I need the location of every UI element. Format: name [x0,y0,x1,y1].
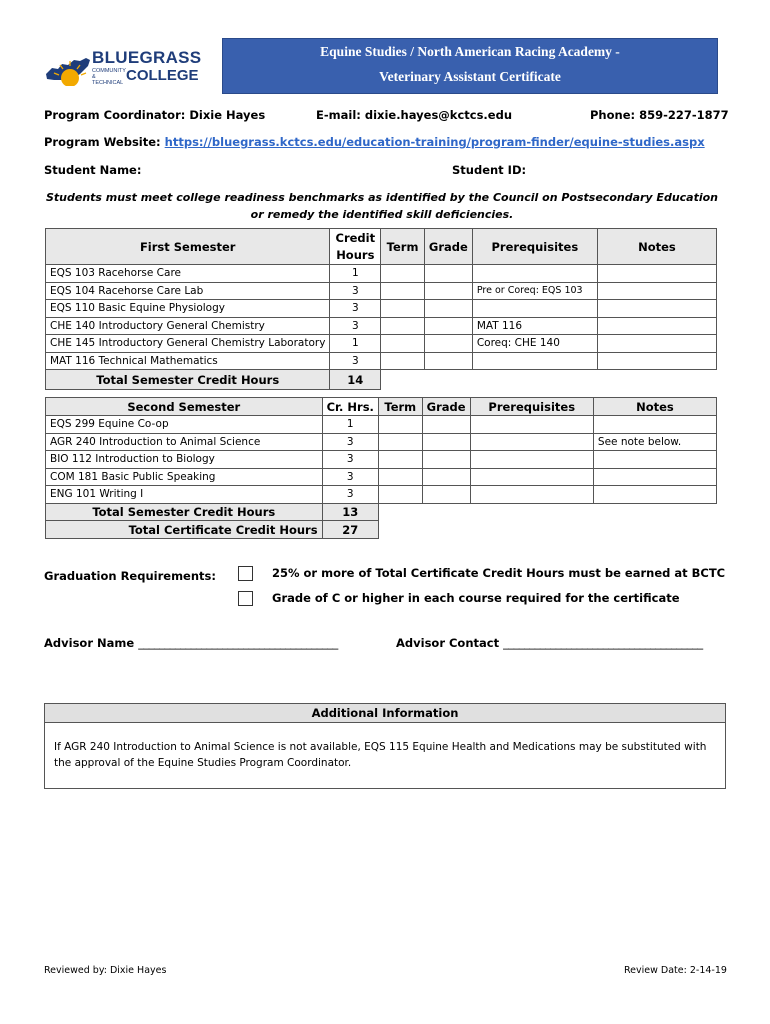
credit-hours: 3 [330,300,381,318]
prerequisite [472,352,597,370]
credit-hours: 3 [330,317,381,335]
first-semester-table [45,228,717,390]
grade-cell[interactable] [424,352,472,370]
notes-cell[interactable]: See note below. [593,433,716,451]
advisor-name-line[interactable]: ______________________________________ [138,636,338,650]
notes-header: Notes [593,398,716,416]
prerequisite [472,265,597,283]
semester-total-label: Total Semester Credit Hours [46,370,330,390]
second-semester-header: Second Semester [46,398,323,416]
table-row [46,300,717,318]
semester-total-label: Total Semester Credit Hours [46,503,323,521]
graduation-requirements-label: Graduation Requirements: [44,569,216,583]
table-row [46,265,717,283]
prerequisite [470,486,593,504]
table-row [46,416,717,434]
grade-cell[interactable] [422,486,470,504]
notes-cell[interactable] [597,265,716,283]
prerequisite: MAT 116 [472,317,597,335]
term-cell[interactable] [378,433,422,451]
notes-cell[interactable] [593,468,716,486]
semester-total-value: 14 [330,370,381,390]
term-cell[interactable] [378,486,422,504]
course-name: EQS 104 Racehorse Care Lab [46,282,330,300]
grade-cell[interactable] [424,317,472,335]
grade-cell[interactable] [424,300,472,318]
term-cell[interactable] [381,335,425,353]
program-coordinator: Program Coordinator: Dixie Hayes [44,108,266,122]
total-row [46,370,717,390]
reviewed-by: Reviewed by: Dixie Hayes [44,965,167,976]
notes-cell[interactable] [597,335,716,353]
table-row [46,486,717,504]
grade-header: Grade [422,398,470,416]
course-name: CHE 145 Introductory General Chemistry Laboratory [46,335,330,353]
notes-cell[interactable] [597,282,716,300]
notes-cell[interactable] [597,317,716,335]
prerequisite [470,433,593,451]
term-cell[interactable] [378,468,422,486]
requirement-1-text: 25% or more of Total Certificate Credit Hours must be earned at BCTC [272,566,726,580]
table-row [46,282,717,300]
table-row [46,352,717,370]
course-name: EQS 299 Equine Co-op [46,416,323,434]
kentucky-sun-icon [44,52,92,86]
grade-cell[interactable] [424,282,472,300]
additional-information-text: If AGR 240 Introduction to Animal Science is not available, EQS 115 Equine Health and Medications may be substituted with the approval of the Equine Studies Program Coordinator. [54,741,707,769]
grade-cell[interactable] [422,416,470,434]
email: E-mail: dixie.hayes@kctcs.edu [316,108,513,122]
notes-cell[interactable] [593,451,716,469]
course-name: COM 181 Basic Public Speaking [46,468,323,486]
website-label: Program Website: [44,135,161,149]
notes-header: Notes [597,229,716,265]
requirement-2-checkbox[interactable] [238,591,253,606]
title-line-1: Equine Studies / North American Racing Academy - [320,44,620,59]
certificate-total-row [46,521,717,539]
course-name: EQS 103 Racehorse Care [46,265,330,283]
semester-total-value: 13 [322,503,378,521]
credit-hours: 3 [330,282,381,300]
course-name: MAT 116 Technical Mathematics [46,352,330,370]
additional-information-box [44,703,726,789]
title-line-2: Veterinary Assistant Certificate [379,69,561,84]
credit-hours: 3 [330,352,381,370]
review-date: Review Date: 2-14-19 [624,965,727,976]
credit-hours: 3 [322,433,378,451]
table-row [46,433,717,451]
grade-cell[interactable] [424,335,472,353]
grade-cell[interactable] [422,433,470,451]
advisor-name [44,636,338,650]
prerequisites-header: Prerequisites [470,398,593,416]
credit-hours: 3 [322,451,378,469]
notes-cell[interactable] [593,416,716,434]
readiness-note-line-2: or remedy the identified skill deficiencies. [250,208,514,221]
prerequisite [472,300,597,318]
course-name: EQS 110 Basic Equine Physiology [46,300,330,318]
second-semester-table [45,397,717,539]
course-name: ENG 101 Writing I [46,486,323,504]
credit-hours: 1 [330,335,381,353]
credit-hours-header: Cr. Hrs. [322,398,378,416]
advisor-contact-line[interactable]: ______________________________________ [503,636,703,650]
term-header: Term [381,229,425,265]
term-cell[interactable] [381,300,425,318]
credit-hours: 3 [322,486,378,504]
first-semester-header: First Semester [46,229,330,265]
prerequisite: Coreq: CHE 140 [472,335,597,353]
certificate-total-value: 27 [322,521,378,539]
term-cell[interactable] [378,451,422,469]
grade-cell[interactable] [422,451,470,469]
term-cell[interactable] [378,416,422,434]
advisor-contact-label: Advisor Contact [396,636,500,650]
requirement-1-checkbox[interactable] [238,566,253,581]
credit-hours: 1 [322,416,378,434]
prerequisite [470,451,593,469]
prerequisite [470,468,593,486]
logo-name: BLUEGRASS [92,48,202,67]
total-row [46,503,717,521]
phone: Phone: 859-227-1877 [590,108,729,122]
term-cell[interactable] [381,317,425,335]
website-link[interactable]: https://bluegrass.kctcs.edu/education-training/program-finder/equine-studies.aspx [164,135,705,149]
advisor-name-label: Advisor Name [44,636,135,650]
program-website [44,135,705,149]
term-header: Term [378,398,422,416]
credit-hours: 3 [322,468,378,486]
course-name: BIO 112 Introduction to Biology [46,451,323,469]
term-cell[interactable] [381,282,425,300]
title-banner [222,38,718,94]
additional-information-header: Additional Information [45,704,725,723]
grade-header: Grade [424,229,472,265]
requirement-2-text: Grade of C or higher in each course required for the certificate [272,591,680,605]
college-logo [44,48,212,88]
logo-subtitle: COMMUNITY & TECHNICAL [92,68,126,86]
course-name: AGR 240 Introduction to Animal Science [46,433,323,451]
notes-cell[interactable] [597,300,716,318]
prerequisite [470,416,593,434]
readiness-note-line-1: Students must meet college readiness benchmarks as identified by the Council on Postsecondary Education [45,191,719,204]
notes-cell[interactable] [593,486,716,504]
term-cell[interactable] [381,352,425,370]
table-row [46,451,717,469]
notes-cell[interactable] [597,352,716,370]
table-row [46,317,717,335]
certificate-total-label: Total Certificate Credit Hours [46,521,323,539]
credit-hours-header: Credit Hours [330,229,381,265]
credit-hours: 1 [330,265,381,283]
student-name-label: Student Name: [44,163,142,177]
prerequisites-header: Prerequisites [472,229,597,265]
advisor-contact [396,636,703,650]
grade-cell[interactable] [424,265,472,283]
grade-cell[interactable] [422,468,470,486]
course-name: CHE 140 Introductory General Chemistry [46,317,330,335]
readiness-note [44,189,720,223]
student-id-label: Student ID: [452,163,527,177]
table-row [46,468,717,486]
term-cell[interactable] [381,265,425,283]
prerequisite: Pre or Coreq: EQS 103 [472,282,597,300]
logo-college: COLLEGE [126,67,199,84]
table-row [46,335,717,353]
